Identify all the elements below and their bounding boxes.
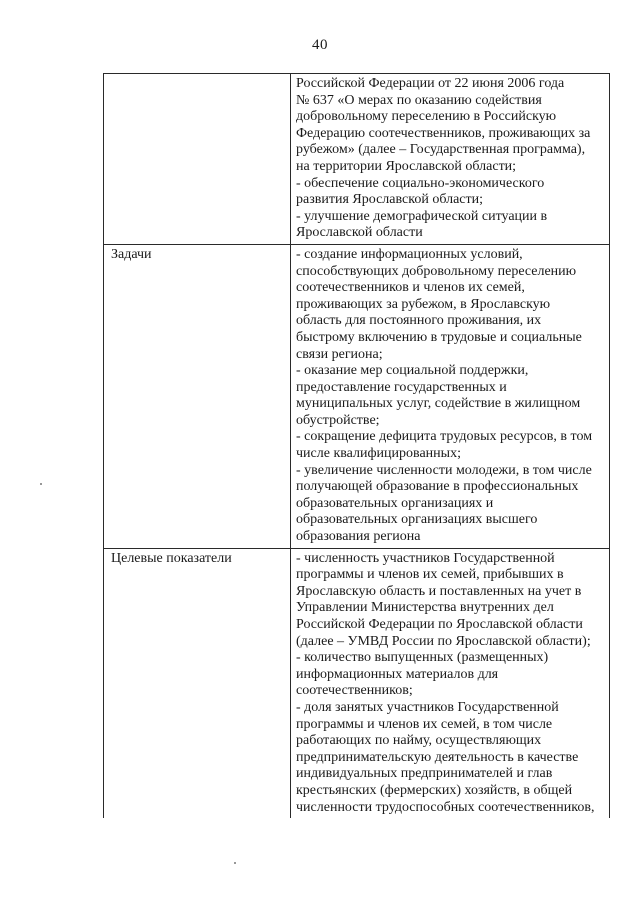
row-label: Задачи [104, 244, 291, 548]
text-line: работающих по найму, осуществляющих [296, 733, 542, 749]
page-number: 40 [312, 37, 328, 53]
text-line: Ярославской области [296, 225, 423, 241]
row-content [291, 548, 610, 818]
text-line: область для постоянного проживания, их [296, 313, 542, 329]
text-line: численности трудоспособных соотечественников, [296, 799, 595, 815]
row-content [291, 74, 610, 245]
text-line: № 637 «О мерах по оказанию содействия [296, 92, 542, 108]
row-content [291, 244, 610, 548]
text-line: - увеличение численности молодежи, в том числе [296, 462, 592, 478]
text-line: образовательных организациях и [296, 495, 494, 511]
text-line: на территории Ярославской области; [296, 158, 517, 174]
text-line: рубежом» (далее – Государственная программа), [296, 142, 586, 158]
text-line: развития Ярославской области; [296, 192, 484, 208]
text-line: - сокращение дефицита трудовых ресурсов, в том [296, 429, 593, 445]
text-line: муниципальных услуг, содействие в жилищном [296, 396, 581, 412]
text-line: крестьянских (фермерских) хозяйств, в общей [296, 782, 573, 798]
text-line: - улучшение демографической ситуации в [296, 208, 548, 224]
text-line: получающей образование в профессиональных [296, 479, 579, 495]
text-line: Российской Федерации по Ярославской области [296, 617, 583, 632]
text-line: - создание информационных условий, [296, 246, 523, 262]
text-line: Ярославскую область и поставленных на учет в [296, 583, 582, 599]
table-row-goals-continued [104, 74, 610, 245]
text-line: проживающих за рубежом, в Ярославскую [296, 296, 551, 312]
row-label [104, 74, 291, 245]
text-line: - доля занятых участников Государственной [296, 699, 559, 715]
text-line: добровольному переселению в Российскую [296, 109, 557, 125]
text-line: программы и членов их семей, в том числе [296, 716, 553, 732]
text-line: - численность участников Государственной [296, 550, 555, 566]
text-line: быстрому включению в трудовые и социальные [296, 329, 582, 345]
row-label: Целевые показатели [104, 548, 291, 818]
text-line: предоставление государственных и [296, 379, 507, 395]
text-line: связи региона; [296, 346, 383, 362]
text-line: соотечественников и членов их семей, [296, 280, 525, 296]
program-passport-table [103, 73, 610, 818]
text-line: образования региона [296, 529, 421, 545]
text-line: предпринимательскую деятельность в качестве [296, 749, 579, 765]
table-row-tasks [104, 244, 610, 548]
text-line: образовательных организациях высшего [296, 512, 538, 528]
text-line: соотечественников; [296, 683, 413, 699]
text-line: способствующих добровольному переселению [296, 263, 577, 279]
table-row-target-indicators [104, 548, 610, 818]
text-line: индивидуальных предпринимателей и глав [296, 766, 553, 782]
text-line: - оказание мер социальной поддержки, [296, 363, 529, 379]
text-line: обустройстве; [296, 412, 380, 428]
text-line: Управлении Министерства внутренних дел [296, 600, 554, 616]
text-line: числе квалифицированных; [296, 446, 461, 462]
text-line: - обеспечение социально-экономического [296, 175, 545, 191]
text-line: (далее – УМВД России по Ярославской области); [296, 633, 591, 649]
text-line: - количество выпущенных (размещенных) [296, 650, 549, 666]
text-line: Российской Федерации от 22 июня 2006 года [296, 76, 565, 91]
scan-speck [234, 862, 236, 864]
text-line: Федерацию соотечественников, проживающих за [296, 125, 591, 141]
text-line: информационных материалов для [296, 666, 499, 682]
scan-speck [40, 483, 42, 485]
text-line: программы и членов их семей, прибывших в [296, 567, 564, 583]
